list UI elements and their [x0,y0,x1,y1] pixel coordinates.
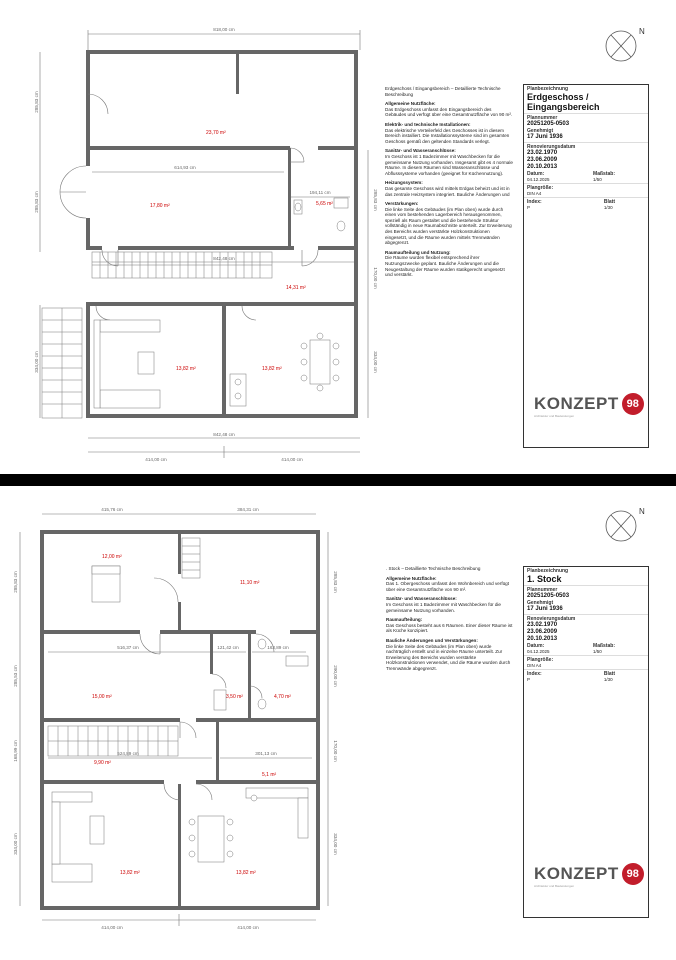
area-label: 12,00 m² [102,554,122,560]
area-label: 5,65 m² [316,201,333,207]
dim-label: 301,13 cm [255,751,277,756]
planbezeichnung-label: Planbezeichnung [527,86,569,92]
renovierung-date: 20.10.2013 [527,164,558,170]
logo-word: KONZEPT [534,864,619,883]
planbezeichnung-row [524,567,648,586]
section-title: Allgemeine Nutzfläche: [385,101,436,107]
konzept-logo [534,863,644,888]
technical-description [385,86,513,278]
plangroesse-label: Plangröße: [527,657,554,663]
dimension-labels [34,27,378,462]
north-arrow-icon [603,24,649,64]
section-text: Im Geschoss ist 1 Badezimmer mit Waschbecken für die gemeinsame Nutzung vorhanden. [386,601,501,613]
title-block [523,84,649,448]
plangroesse-value: DIN A4 [527,663,542,668]
dim-label: 290,00 cm [333,665,338,687]
dim-label: 170,00 cm [333,740,338,762]
section-title: Allgemeine Nutzfläche: [386,575,437,581]
datum-massstab [527,171,645,182]
area-label: 11,10 m² [240,580,260,586]
index-value: P [527,205,531,210]
section-text: Das Erdgeschoss umfasst den Eingangsbereich des Gebäudes und verfügt über eine Gesamtnutzfläche von 90 m². [385,106,513,118]
blatt-value: 1/30 [603,205,613,210]
area-label: 15,00 m² [92,694,112,700]
massstab-value: 1/50 [593,177,602,182]
dim-label: 414,00 cm [281,457,303,462]
description-section [385,250,513,278]
dim-label: 285,83 cm [34,191,39,213]
planbezeichnung-value: Erdgeschoss / Eingangsbereich [527,92,600,112]
renovierung-date: 23.02.1970 [527,622,558,628]
dim-label: 285,83 cm [333,571,338,593]
dim-label: 842,48 cm [213,432,235,437]
section-text: Das elektrische Verteilerfeld des Geschosses ist in diesem Bereich installiert. Die Installationssysteme sind im gesamten Geschoss gemäß den geltenden Standards verlegt. [385,127,510,144]
dim-label: 818,00 cm [213,27,235,32]
dim-label: 334,00 cm [13,833,18,855]
dim-label: 285,83 cm [13,571,18,593]
massstab-value: 1/50 [593,649,602,654]
description-section [385,180,513,197]
area-label: 17,80 m² [150,203,170,209]
planbezeichnung-value: 1. Stock [527,574,562,584]
dim-label: 163,89 cm [267,645,289,650]
renovierung-label: Renovierungsdatum [527,144,576,150]
area-label: 4,70 m² [274,694,291,700]
area-label: 13,82 m² [236,870,256,876]
area-label: 23,70 m² [206,130,226,136]
section-title: Sanitär- und Wasseranschlüsse: [386,596,457,602]
area-label: 5,1 m² [262,772,277,778]
index-label: Index: [527,199,542,205]
index-blatt [527,199,645,210]
logo-subtitle: Architektur und Bauleistungen [534,884,575,888]
section-text: Die Räume wurden flexibel entsprechend ihrer Nutzungszwecke geplant. Bauliche Änderungen und die Neugestaltung der Räume wurden statikgerecht umgesetzt und verstärkt. [385,255,505,278]
section-title: Raumaufteilung und Nutzung: [385,249,451,255]
genehmigt-label: Genehmigt [527,128,554,134]
section-text: Das Geschoss besteht aus 6 Räumen. Einer dieser Räume ist als Küche konzipiert. [386,622,513,634]
logo-badge: 98 [622,393,644,415]
walls [40,530,320,910]
area-label: 13,82 m² [120,870,140,876]
index-label: Index: [527,671,542,677]
plannummer-value: 20251205-0503 [527,121,570,127]
dim-label: 415,76 cm [101,507,123,512]
plannummer-row [524,114,648,143]
massstab-label: Maßstab: [593,643,615,649]
index-value: P [527,677,531,682]
index-row [524,198,648,211]
north-arrow-icon [603,504,649,544]
dim-label: 334,00 cm [373,351,378,373]
datum-value: 04.12.2025 [527,177,550,182]
blatt-label: Blatt [603,671,615,677]
description-title: Erdgeschoss / Eingangsbereich – Detaillierte Technische Beschreibung [385,86,501,97]
konzept-logo [534,393,644,418]
datum-label: Datum: [527,643,545,649]
dim-label: 285,83 cm [34,91,39,113]
dim-label: 516,37 cm [117,645,139,650]
sheet-1-stock [0,486,676,960]
plannummer-value: 20251205-0503 [527,593,570,599]
section-title: Elektrik- und technische Installationen: [385,121,471,127]
description-section [385,101,513,118]
section-text: Das gesamte Geschoss wird mittels Erdgas beheizt und ist in das zentrale Heizsystem integriert. Bauliche Änderungen und [385,185,510,197]
dim-label: 384,31 cm [237,507,259,512]
renovierung-date: 20.10.2013 [527,636,558,642]
plangroesse-row [524,656,648,670]
area-label: 9,90 m² [94,760,111,766]
datum-massstab [527,643,645,654]
plangroesse-label: Plangröße: [527,185,554,191]
renovierung-row [524,143,648,184]
description-section [385,148,513,176]
genehmigt-value: 17 Juni 1936 [527,606,563,612]
dim-label: 168,99 cm [13,740,18,762]
renovierung-label: Renovierungsdatum [527,616,576,622]
section-title: Verstärkungen: [385,201,419,207]
section-title: Bauliche Änderungen und Verstärkungen: [386,637,478,643]
description-section [386,638,514,672]
genehmigt-value: 17 Juni 1936 [527,134,563,140]
datum-label: Datum: [527,171,545,177]
description-section [386,617,514,634]
description-section [386,576,514,593]
dim-label: 285,53 cm [13,665,18,687]
massstab-label: Maßstab: [593,171,615,177]
dim-label: 842,48 cm [213,256,235,261]
genehmigt-label: Genehmigt [527,600,554,606]
planbezeichnung-row [524,85,648,114]
plannummer-row [524,586,648,615]
technical-description [386,566,514,672]
blatt-value: 1/30 [603,677,613,682]
north-label: N [639,27,645,36]
sheet-erdgeschoss [0,0,676,474]
renovierung-date: 23.06.2009 [527,629,558,635]
description-title: . Stock – Detaillierte Technische Beschreibung [386,566,481,571]
dim-label: 524,89 cm [117,751,139,756]
index-row [524,670,648,683]
dim-label: 614,93 cm [174,165,196,170]
planbezeichnung-label: Planbezeichnung [527,568,569,574]
renovierung-date: 23.06.2009 [527,157,558,163]
section-text: Die linke Seite des Gebäudes (im Plan oben) wurde durch einen vom bestehenden Lagerbereich herausgenommen, speziell als Raum gestaltet und die bestehende Struktur vollständig in neue Raumabschnitte unterteilt. Zur Erweiterung des Bereichs wurden verstärkte Holzkonstruktionen eingesetzt, und die Räume wurden mittels Trennwänden abgegrenzt. [385,206,512,246]
description-section [386,596,514,613]
plangroesse-value: DIN A4 [527,191,542,196]
renovierung-date: 23.02.1970 [527,150,558,156]
dim-label: 170,00 cm [373,267,378,289]
area-labels [92,554,291,876]
section-text: Im Geschoss ist 1 Badezimmer mit Waschbecken für die gemeinsame Nutzung vorhanden. Insgesamt gibt es 4 normale Räume. In diesem Räumen sind Wasseranschlüsse und Abflusssysteme vorhanden (geeignet für Küchennutzung). [385,153,513,176]
section-title: Heizungssystem: [385,180,423,186]
datum-value: 04.12.2025 [527,649,550,654]
north-label: N [639,507,645,516]
area-label: 3,50 m² [226,694,243,700]
area-label: 13,82 m² [262,366,282,372]
logo-badge: 98 [622,863,644,885]
dim-label: 414,00 cm [145,457,167,462]
blatt-label: Blatt [603,199,615,205]
plannummer-label: Plannummer [527,587,558,593]
section-text: Die linke Seite des Gebäudes (im Plan oben) wurde nachträglich erstellt und in einzelne Räume unterteilt. Zur Erweiterung des Bereichs wurden verstärkte Holzkonstruktionen verwendet, und die Räume wurden durch Trennwände abgegrenzt. [386,643,511,671]
area-label: 14,31 m² [286,285,306,291]
description-section [385,122,513,144]
dim-label: 334,00 cm [34,351,39,373]
dim-label: 121,42 cm [217,645,239,650]
dim-label: 194,11 cm [309,190,331,195]
doors [60,94,318,320]
renovierung-row [524,615,648,656]
section-text: Das 1. Obergeschoss umfasst den Wohnbereich und verfügt über eine Gesamtnutzfläche von 90 m². [386,581,509,592]
dim-label: 285,83 cm [373,189,378,211]
dim-label: 334,00 cm [333,833,338,855]
section-title: Raumaufteilung: [386,617,423,623]
section-title: Sanitär- und Wasseranschlüsse: [385,148,456,154]
logo-word: KONZEPT [534,394,619,413]
index-blatt [527,671,645,682]
plangroesse-row [524,184,648,198]
area-label: 13,82 m² [176,366,196,372]
plannummer-label: Plannummer [527,115,558,121]
dim-label: 414,00 cm [237,925,259,930]
logo-subtitle: Architektur und Bauleistungen [534,414,575,418]
dim-label: 414,00 cm [101,925,123,930]
doors [140,578,274,800]
title-block [523,566,649,918]
description-section [385,201,513,246]
